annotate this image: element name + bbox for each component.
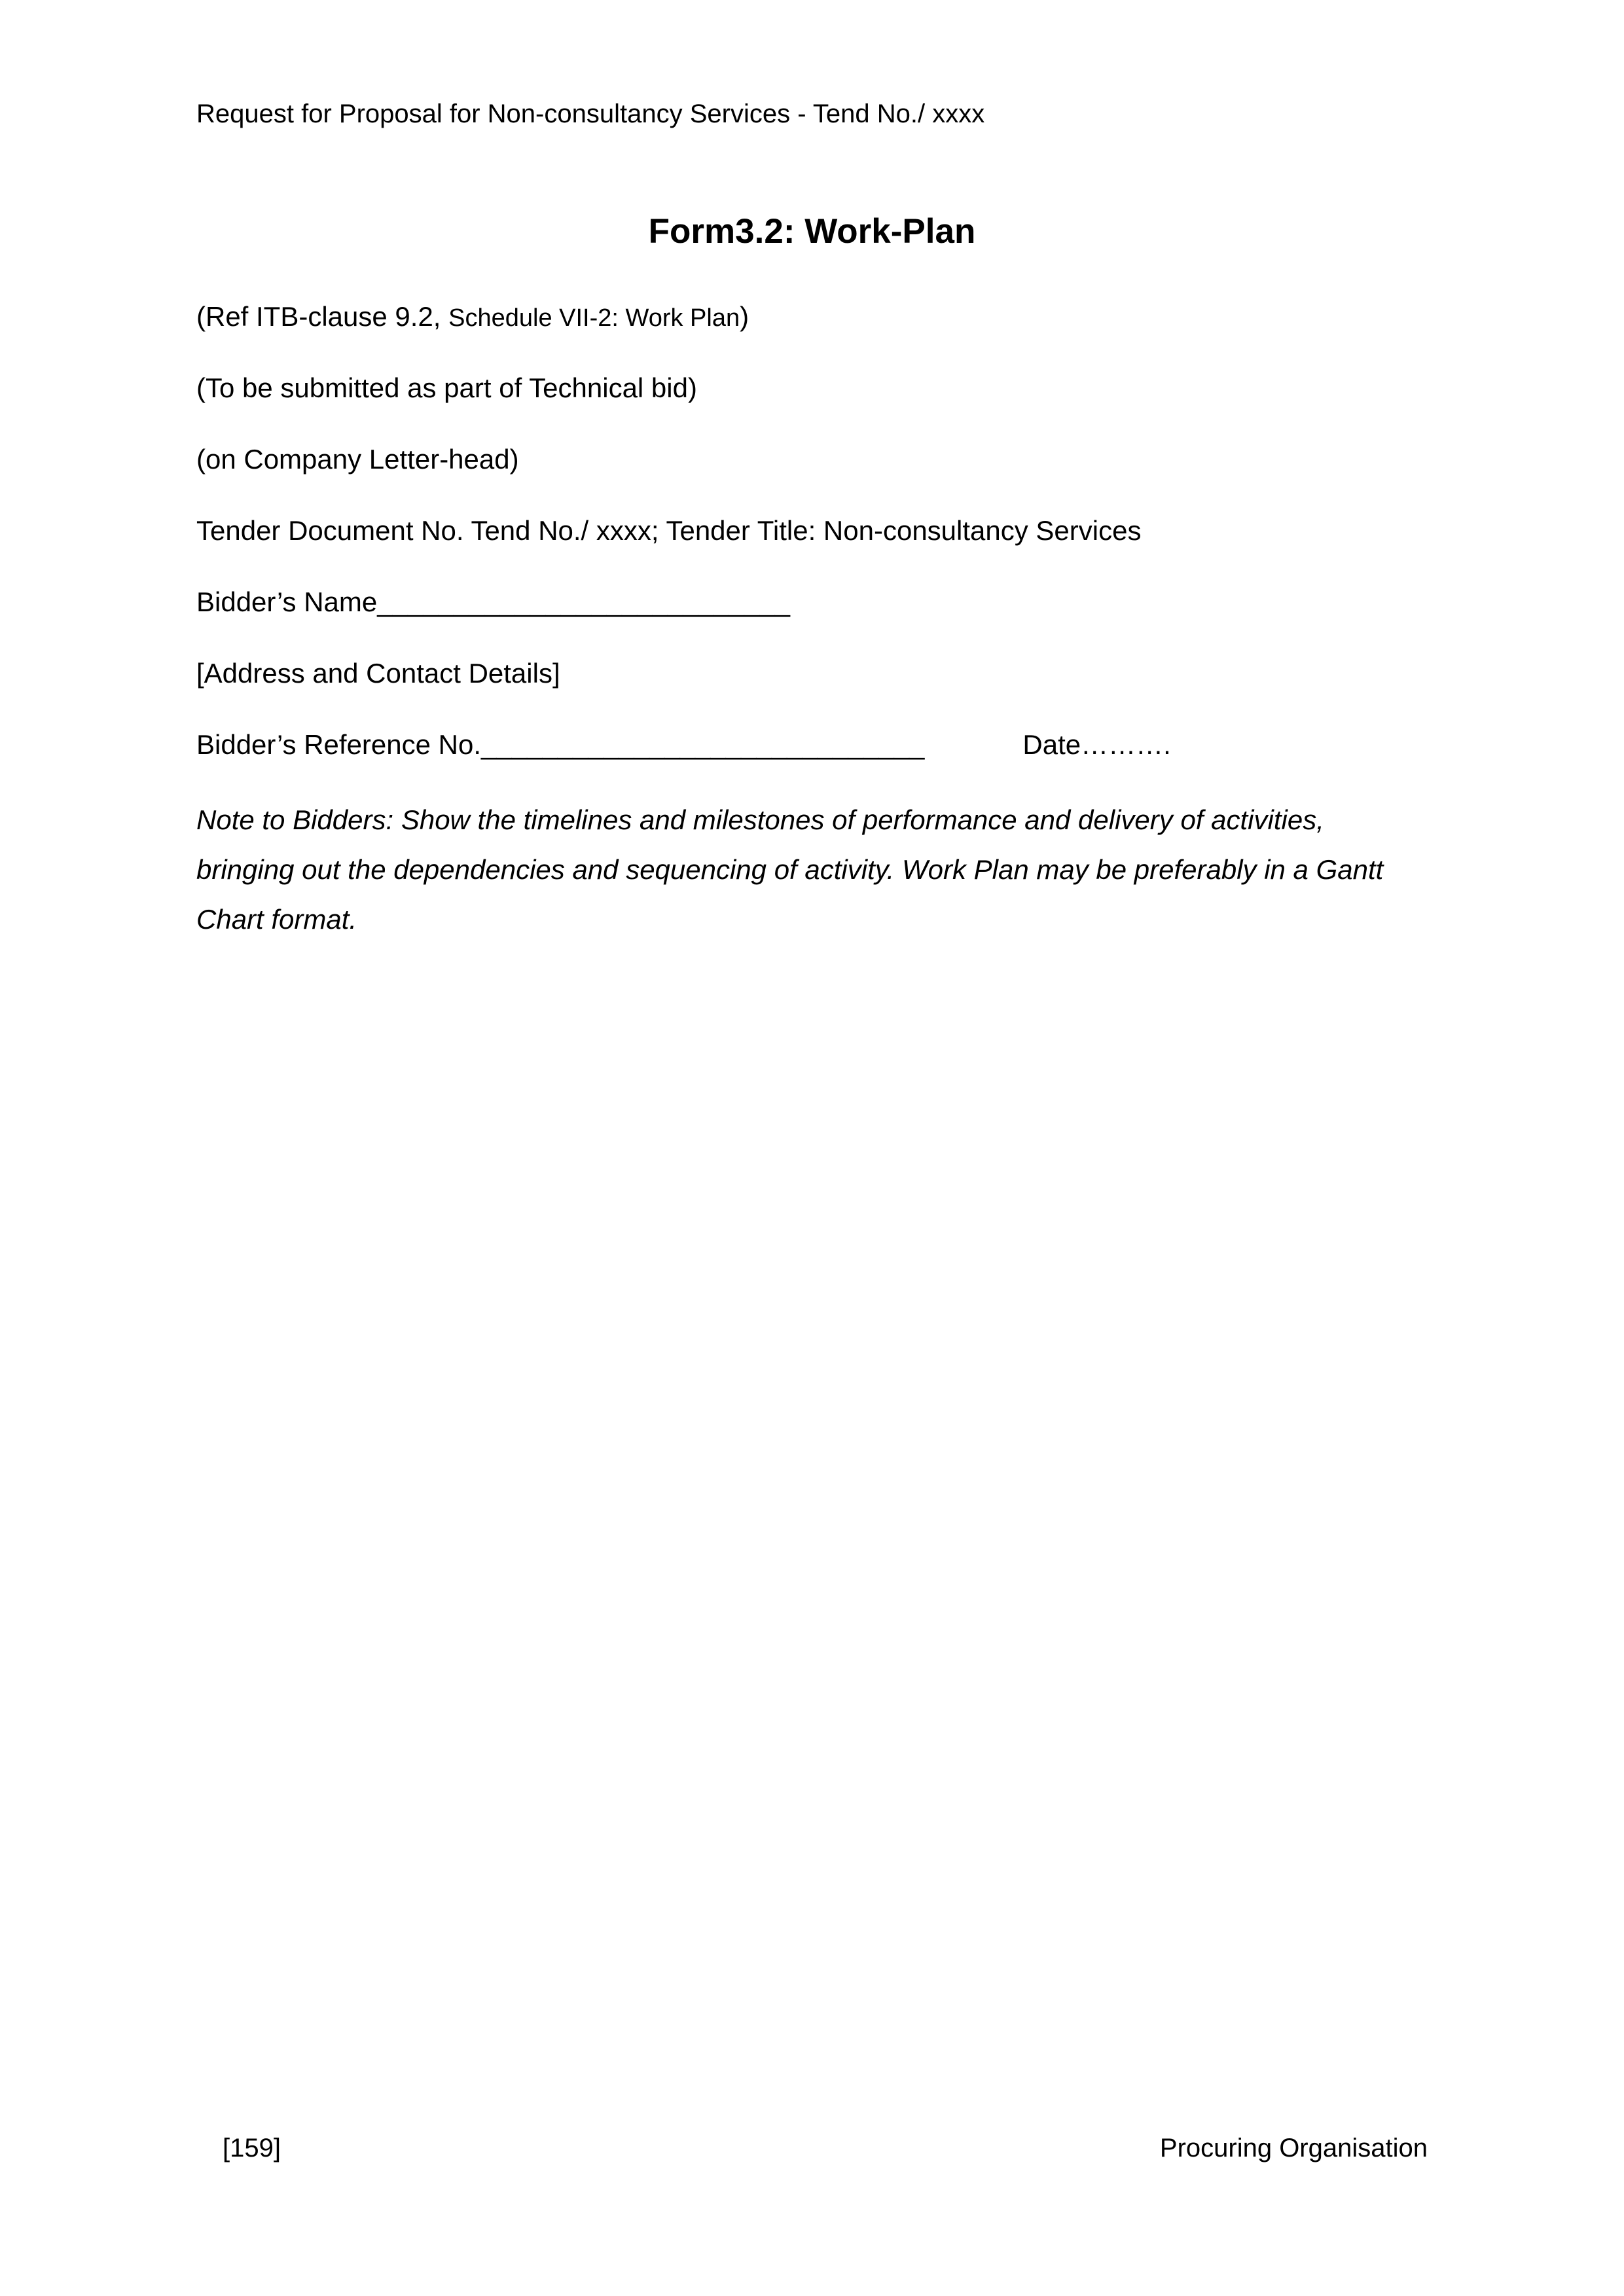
footer-organisation-label: Procuring Organisation [1159, 2134, 1428, 2162]
address-placeholder-line: [Address and Contact Details] [196, 657, 560, 689]
bidder-reference-blank: _____________________________ [481, 728, 925, 760]
form-title: Form3.2: Work-Plan [648, 212, 976, 251]
bidder-name-line [196, 581, 1428, 622]
bidder-reference-label: Bidder’s Reference No. [196, 728, 482, 760]
reference-clause-line [196, 296, 1428, 337]
document-body [196, 211, 1428, 945]
note-to-bidders: Note to Bidders: Show the timelines and milestones of performance and delivery of activities, bringing out the dependencies and sequencing of activity. Work Plan may be preferably in a Gantt Chart format. [196, 804, 1384, 935]
page-header: Request for Proposal for Non-consultancy Services - Tend No./ xxxx [196, 99, 985, 128]
reference-schedule-text: Schedule VII-2: Work Plan [448, 304, 740, 332]
bidder-name-blank: ___________________________ [377, 586, 790, 617]
page-number: [159] [223, 2134, 281, 2162]
reference-clause-suffix: ) [740, 300, 749, 332]
reference-clause-prefix: (Ref ITB-clause 9.2, [196, 300, 449, 332]
letterhead-note-line: (on Company Letter-head) [196, 443, 519, 475]
tender-document-line: Tender Document No. Tend No./ xxxx; Tender Title: Non-consultancy Services [196, 514, 1142, 546]
date-label: Date………. [1022, 728, 1171, 760]
page-footer [196, 2132, 1428, 2164]
bidder-reference-line [196, 724, 1428, 765]
submission-note-line: (To be submitted as part of Technical bid) [196, 372, 697, 403]
bidder-name-label: Bidder’s Name [196, 586, 378, 617]
